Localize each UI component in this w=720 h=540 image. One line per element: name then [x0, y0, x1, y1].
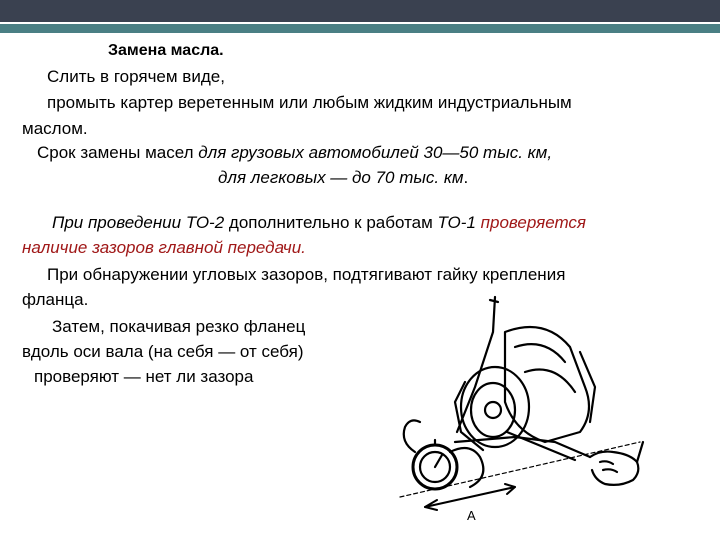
dial-indicator-illustration [395, 292, 645, 527]
header-dark-bar [0, 0, 720, 22]
text-line-angular-gaps: При обнаружении угловых зазоров, подтягивают гайку крепления [47, 265, 566, 284]
interval-lead: Срок замены масел [37, 143, 199, 162]
to2-label: При проведении ТО-2 [52, 213, 225, 232]
check-highlight: проверяется [475, 213, 587, 232]
text-line-drain: Слить в горячем виде, [47, 67, 225, 86]
text-line-rock-flange: Затем, покачивая резко фланец [52, 317, 306, 336]
interval-cars-end: . [463, 168, 469, 187]
text-line-flush: промыть картер веретенным или любым жидким индустриальным [47, 93, 572, 112]
text-line-check-gap: проверяют — нет ли зазора [34, 367, 254, 386]
text-line-interval [37, 140, 552, 165]
text-line-interval-cars [218, 165, 468, 190]
header-accent-bar [0, 24, 720, 33]
text-line-axis: вдоль оси вала (на себя — от себя) [22, 342, 304, 361]
to1-label: ТО-1 [437, 213, 476, 232]
header-accent-gap [428, 33, 720, 47]
text-line-flush-cont: маслом. [22, 119, 88, 138]
to2-mid: дополнительно к работам [224, 213, 438, 232]
slide-title: Замена масла. [108, 42, 224, 59]
figure-label-a: А [467, 508, 476, 523]
interval-cars: для легковых — до 70 тыс. км [218, 168, 464, 187]
text-line-to2 [52, 210, 586, 235]
interval-trucks: для грузовых автомобилей 30—50 тыс. км, [198, 143, 553, 162]
text-line-gaps-highlight: наличие зазоров главной передачи. [22, 238, 306, 257]
text-line-flange: фланца. [22, 290, 89, 309]
